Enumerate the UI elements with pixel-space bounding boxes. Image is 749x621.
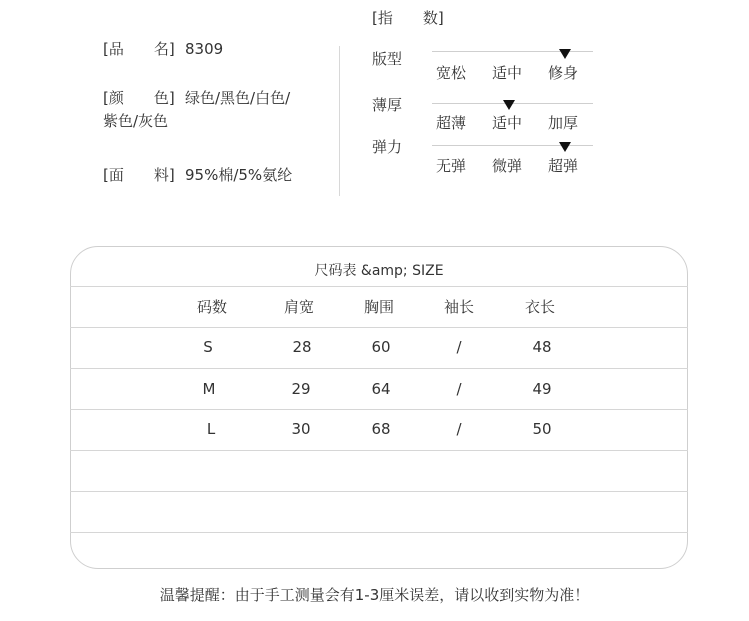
index-option: 加厚	[548, 114, 579, 132]
table-cell: 50	[532, 420, 552, 438]
table-divider	[70, 491, 688, 492]
table-cell: 29	[291, 380, 311, 398]
table-cell: 48	[532, 338, 552, 356]
color-value-line2: 紫色/灰色	[103, 112, 169, 130]
table-header-size: 码数	[196, 298, 227, 316]
index-marker-fit	[559, 49, 571, 59]
name-label: [品 名]	[103, 40, 175, 58]
info-name-row	[103, 38, 223, 61]
table-divider	[70, 368, 688, 369]
index-option: 修身	[548, 64, 579, 82]
table-divider	[70, 532, 688, 533]
table-divider	[70, 286, 688, 287]
index-label-fit: 版型	[372, 50, 403, 68]
table-divider	[70, 409, 688, 410]
index-marker-thickness	[503, 100, 515, 110]
table-header-sleeve: 袖长	[443, 298, 474, 316]
table-cell: /	[456, 420, 462, 438]
index-marker-elasticity	[559, 142, 571, 152]
table-cell: S	[203, 338, 213, 356]
table-divider	[70, 450, 688, 451]
size-table-title: 尺码表 &amp; SIZE	[314, 263, 444, 279]
fabric-value: 95%棉/5%氨纶	[185, 166, 293, 184]
index-option: 适中	[492, 114, 523, 132]
index-option: 适中	[492, 64, 523, 82]
table-cell: /	[456, 338, 462, 356]
table-cell: 60	[371, 338, 391, 356]
table-cell: 68	[371, 420, 391, 438]
table-cell: M	[202, 380, 216, 398]
index-option: 无弹	[436, 157, 467, 175]
fabric-label: [面 料]	[103, 166, 175, 184]
indices-header: [指 数]	[372, 9, 444, 27]
table-cell: L	[206, 420, 216, 438]
info-color-row-2	[103, 110, 168, 133]
vertical-divider	[339, 46, 340, 196]
table-cell: 30	[291, 420, 311, 438]
table-header-shoulder: 肩宽	[283, 298, 314, 316]
table-header-chest: 胸围	[363, 298, 394, 316]
size-table	[70, 246, 688, 569]
table-cell: 64	[371, 380, 391, 398]
table-divider	[70, 327, 688, 328]
name-value: 8309	[185, 40, 224, 58]
index-option: 微弹	[492, 157, 523, 175]
index-option: 超薄	[436, 114, 467, 132]
index-label-thickness: 薄厚	[372, 96, 403, 114]
table-cell: /	[456, 380, 462, 398]
footer-note: 温馨提醒：由于手工测量会有1-3厘米误差，请以收到实物为准！	[159, 586, 590, 604]
table-header-length: 衣长	[524, 298, 555, 316]
table-cell: 49	[532, 380, 552, 398]
info-fabric-row	[103, 164, 292, 187]
info-color-row	[103, 87, 290, 110]
color-label: [颜 色]	[103, 89, 175, 107]
index-option: 宽松	[436, 64, 467, 82]
table-cell: 28	[292, 338, 312, 356]
index-label-elasticity: 弹力	[372, 138, 403, 156]
color-value: 绿色/黑色/白色/	[185, 89, 291, 107]
index-option: 超弹	[548, 157, 579, 175]
